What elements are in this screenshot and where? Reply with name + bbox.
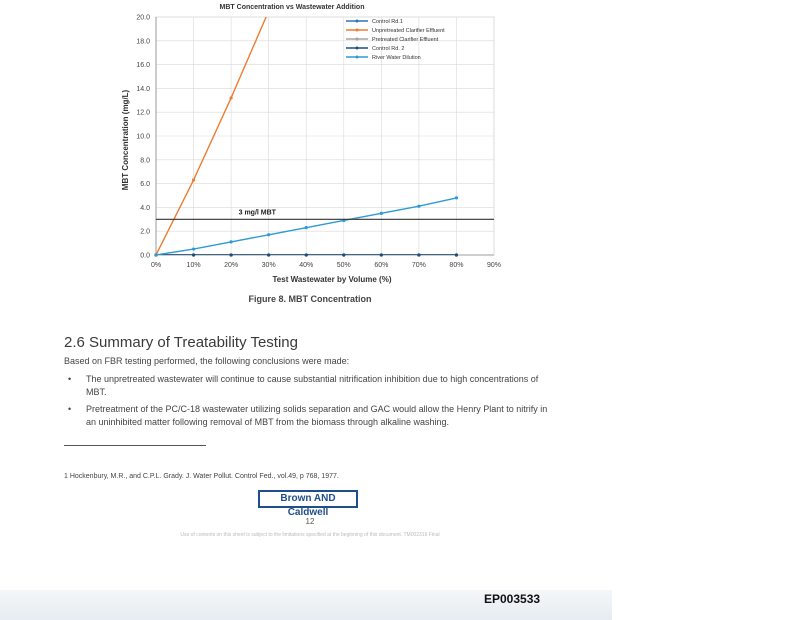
y-axis-ticks <box>136 15 150 260</box>
y-tick-label: 2.0 <box>140 228 150 236</box>
legend-marker <box>356 47 359 50</box>
data-point <box>267 253 270 256</box>
y-axis-label: MBT Concentration (mg/L) <box>121 89 130 191</box>
footnote: 1 Hockenbury, M.R., and C.P.L. Grady. J. Water Pollut. Control Fed., vol.49, p 768, 1977. <box>64 473 339 480</box>
section-title: 2.6 Summary of Treatability Testing <box>64 334 298 351</box>
data-point <box>192 253 195 256</box>
bullet-text-2: Pretreatment of the PC/C-18 wastewater utilizing solids separation and GAC would allow the Henry Plant to nitrify in an uninhibited matter following removal of MBT from the biomass through alkaline washing. <box>86 404 548 427</box>
mbt-concentration-chart <box>110 0 510 300</box>
chart-title: MBT Concentration vs Wastewater Addition <box>219 4 365 11</box>
x-tick-label: 20% <box>224 262 239 269</box>
data-point <box>455 253 458 256</box>
bullet-text-1: The unpretreated wastewater will continue to cause substantial nitrification inhibition due to high concentrations of MBT. <box>86 374 539 397</box>
chart-legend <box>346 19 445 61</box>
legend-marker <box>356 29 359 32</box>
x-axis-label: Test Wastewater by Volume (%) <box>272 275 392 284</box>
x-axis-ticks <box>151 262 501 269</box>
y-tick-label: 18.0 <box>136 38 150 46</box>
x-tick-label: 80% <box>449 262 464 269</box>
disclaimer: Use of contents on this sheet is subject to the limitations specified at the beginning of this document. TM002316 Final <box>180 532 440 538</box>
legend-marker <box>356 56 359 59</box>
x-tick-label: 70% <box>411 262 426 269</box>
y-tick-label: 6.0 <box>140 181 150 189</box>
x-tick-label: 0% <box>150 262 162 269</box>
page-number: 12 <box>305 517 315 526</box>
y-tick-label: 0.0 <box>140 252 150 260</box>
intro-paragraph: Based on FBR testing performed, the following conclusions were made: <box>64 356 350 366</box>
data-point <box>417 253 420 256</box>
data-point <box>230 240 233 243</box>
data-point <box>380 212 383 215</box>
x-tick-label: 50% <box>336 262 351 269</box>
legend-label: Pretreated Clarifier Effluent <box>372 37 439 43</box>
x-tick-label: 30% <box>261 262 276 269</box>
y-tick-label: 10.0 <box>136 133 150 141</box>
y-tick-label: 8.0 <box>140 157 150 165</box>
data-point <box>417 205 420 208</box>
data-point <box>267 233 270 236</box>
x-tick-label: 10% <box>186 262 201 269</box>
y-tick-label: 4.0 <box>140 204 150 212</box>
y-tick-label: 14.0 <box>136 85 150 93</box>
data-point <box>342 253 345 256</box>
data-point <box>305 226 308 229</box>
data-point <box>380 253 383 256</box>
data-point <box>305 253 308 256</box>
data-point <box>192 178 195 181</box>
data-point <box>455 196 458 199</box>
x-tick-label: 60% <box>374 262 389 269</box>
y-tick-label: 12.0 <box>136 109 150 117</box>
legend-label: Control Rd. 2 <box>372 46 405 52</box>
x-tick-label: 40% <box>299 262 314 269</box>
reference-line-label: 3 mg/l MBT <box>238 209 276 217</box>
data-point <box>192 247 195 250</box>
legend-label: River Water Dilution <box>372 55 421 61</box>
series-line <box>156 11 269 255</box>
y-tick-label: 20.0 <box>136 14 150 22</box>
bullet-marker-2: • <box>68 404 72 414</box>
x-tick-label: 90% <box>486 262 502 269</box>
bullet-marker-1: • <box>68 374 72 384</box>
legend-marker <box>356 20 359 23</box>
footnote-divider <box>64 445 206 446</box>
legend-marker <box>356 38 359 41</box>
legend-label: Control Rd.1 <box>372 19 403 25</box>
legend-label: Unpretreated Clarifier Effluent <box>372 28 445 34</box>
figure-caption: Figure 8. MBT Concentration <box>248 294 372 304</box>
bates-number: EP003533 <box>484 592 541 606</box>
y-tick-label: 16.0 <box>136 62 150 70</box>
data-point <box>230 253 233 256</box>
reference-line-group <box>156 209 494 219</box>
brown-and-caldwell-logo: Brown AND Caldwell <box>258 490 358 508</box>
data-point <box>230 96 233 99</box>
data-point <box>154 253 157 256</box>
